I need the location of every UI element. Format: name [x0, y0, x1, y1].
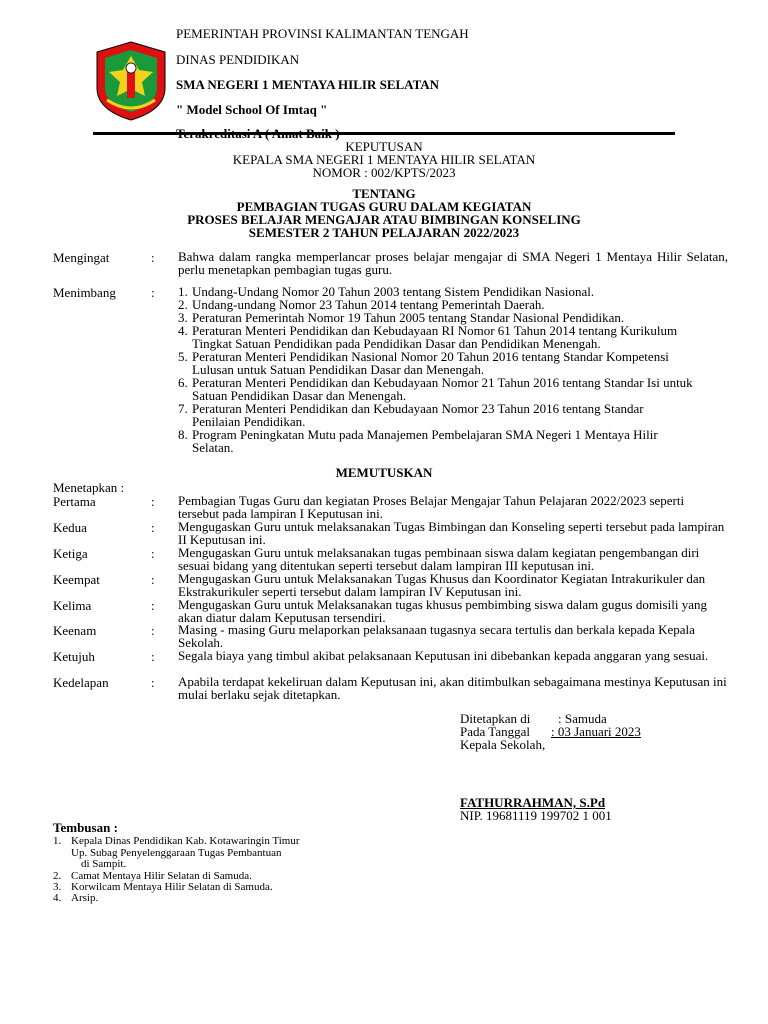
sign-position: Kepala Sekolah, — [460, 737, 546, 752]
menimbang-item: 6. Peraturan Menteri Pendidikan dan Kebudayaan Nomor 21 Tahun 2016 tentang Standar Isi untuk Satuan Pendidikan Dasar dan Menengah. — [178, 375, 693, 403]
letterhead-divider — [93, 132, 675, 135]
provincial-emblem-logo — [93, 40, 169, 122]
doc-issuer: KEPALA SMA NEGERI 1 MENTAYA HILIR SELATAN — [232, 152, 536, 167]
tembusan-item: 1. Kepala Dinas Pendidikan Kab. Kotawaringin Timur Up. Subag Penyelenggaraan Tugas Pembantuan di Sampit. — [53, 835, 300, 870]
mengingat-label: Mengingat — [53, 250, 110, 265]
kop-line-motto: " Model School Of Imtaq " — [176, 102, 328, 117]
menimbang-item: 1. Undang-Undang Nomor 20 Tahun 2003 tentang Sistem Pendidikan Nasional. — [178, 284, 595, 299]
menimbang-item: 8. Program Peningkatan Mutu pada Manajemen Pembelajaran SMA Negeri 1 Mentaya Hilir Selatan. — [178, 427, 658, 455]
mengingat-text: Bahwa dalam rangka memperlancar proses belajar mengajar di SMA Negeri 1 Mentaya Hilir Selatan, perlu menetapkan pembagian tugas guru. — [178, 249, 728, 277]
tembusan-item: 4. Arsip. — [53, 892, 99, 904]
doc-subject-line3: SEMESTER 2 TAHUN PELAJARAN 2022/2023 — [248, 225, 520, 240]
doc-title: KEPUTUSAN — [345, 139, 423, 154]
colon: : — [151, 285, 155, 300]
tembusan-item: 2. Camat Mentaya Hilir Selatan di Samuda. — [53, 870, 252, 882]
section-menimbang — [0, 285, 768, 455]
doc-tentang: TENTANG — [352, 186, 416, 201]
menimbang-label: Menimbang — [53, 285, 116, 300]
kop-line-school: SMA NEGERI 1 MENTAYA HILIR SELATAN — [176, 77, 440, 92]
kop-line-province: PEMERINTAH PROVINSI KALIMANTAN TENGAH — [176, 26, 469, 41]
menimbang-item: 7. Peraturan Menteri Pendidikan dan Kebudayaan Nomor 23 Tahun 2016 tentang Standar Penilaian Pendidikan. — [178, 401, 644, 429]
sign-date: Pada Tanggal : 03 Januari 2023 — [460, 724, 641, 739]
menimbang-item: 3. Peraturan Pemerintah Nomor 19 Tahun 2005 tentang Standar Nasional Pendidikan. — [178, 310, 625, 325]
sign-name: FATHURRAHMAN, S.Pd — [460, 795, 606, 810]
menimbang-item: 2. Undang-undang Nomor 23 Tahun 2014 tentang Pemerintah Daerah. — [178, 297, 545, 312]
memutuskan-heading: MEMUTUSKAN — [335, 465, 433, 480]
kop-line-agency: DINAS PENDIDIKAN — [176, 52, 300, 67]
doc-subject-line1: PEMBAGIAN TUGAS GURU DALAM KEGIATAN — [236, 199, 532, 214]
tembusan-item: 3. Korwilcam Mentaya Hilir Selatan di Samuda. — [53, 881, 273, 893]
sign-nip: NIP. 19681119 199702 1 001 — [460, 808, 612, 823]
menimbang-item: 4. Peraturan Menteri Pendidikan dan Kebudayaan RI Nomor 61 Tahun 2014 tentang Kurikulum Tingkat Satuan Pendidikan pada Pendidikan Dasar dan Pendidikan Menengah. — [178, 323, 678, 351]
colon: : — [151, 250, 155, 265]
menimbang-item: 5. Peraturan Menteri Pendidikan Nasional Nomor 20 Tahun 2016 tentang Standar Kompetensi Lulusan untuk Satuan Pendidikan Dasar dan Menengah. — [178, 349, 669, 377]
menetapkan-label: Menetapkan : — [53, 480, 125, 495]
tembusan-title: Tembusan : — [53, 820, 118, 835]
sign-place: Ditetapkan di : Samuda — [460, 711, 607, 726]
doc-number: NOMOR : 002/KPTS/2023 — [312, 165, 456, 180]
doc-subject-line2: PROSES BELAJAR MENGAJAR ATAU BIMBINGAN KONSELING — [187, 212, 581, 227]
